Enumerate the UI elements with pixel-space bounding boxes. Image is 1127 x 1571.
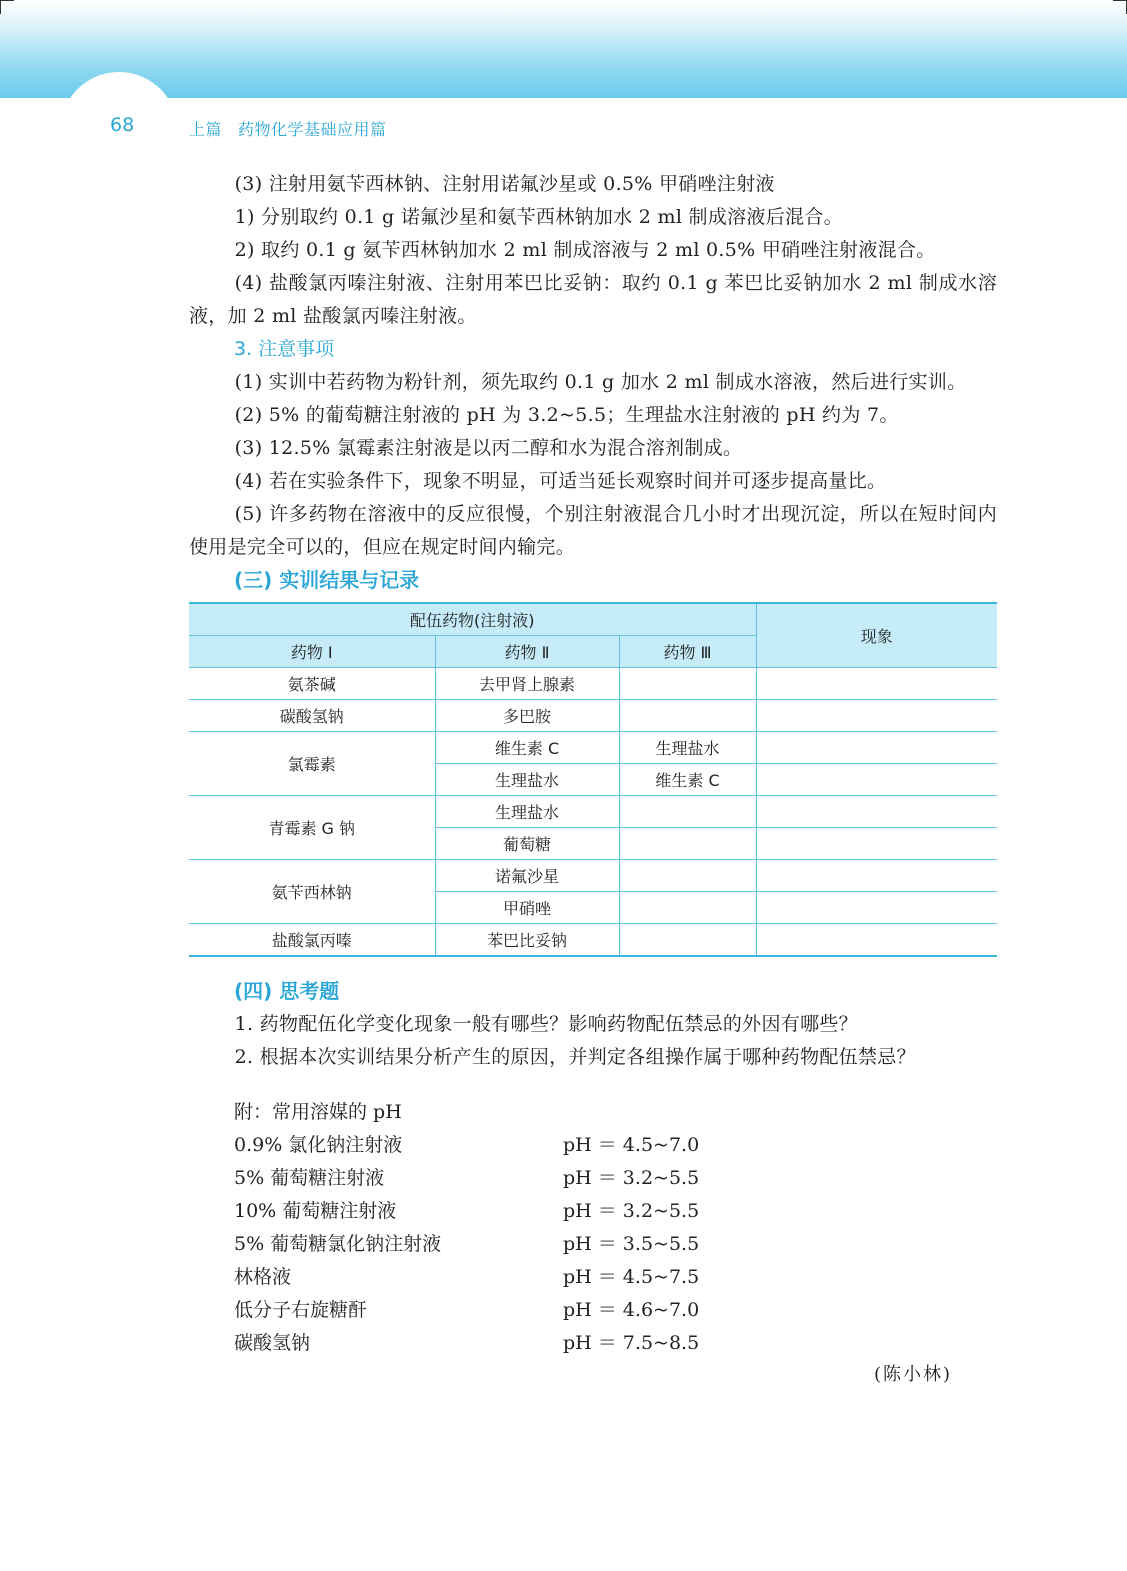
table-row <box>189 796 997 828</box>
list-item <box>189 1162 997 1195</box>
table-cell: 苯巴比妥钠 <box>435 924 619 957</box>
table-cell: 生理盐水 <box>435 764 619 796</box>
table-row <box>189 668 997 700</box>
table-cell: 多巴胺 <box>435 700 619 732</box>
table-cell: 葡萄糖 <box>435 828 619 860</box>
page-body <box>189 168 997 1390</box>
part-label: 上篇 <box>189 120 223 139</box>
table-cell: 氯霉素 <box>189 732 435 796</box>
table-cell: 诺氟沙星 <box>435 860 619 892</box>
table-cell: 维生素 C <box>435 732 619 764</box>
question-item: 1. 药物配伍化学变化现象一般有哪些？影响药物配伍禁忌的外因有哪些？ <box>234 1013 858 1035</box>
solvent-ph: pH ＝ 7.5~8.5 <box>563 1332 700 1354</box>
table-cell: 甲硝唑 <box>435 892 619 924</box>
results-table <box>189 602 997 957</box>
solvent-ph: pH ＝ 3.5~5.5 <box>563 1233 700 1255</box>
paragraph: (3) 注射用氨苄西林钠、注射用诺氟沙星或 0.5% 甲硝唑注射液 <box>234 173 775 195</box>
table-cell <box>756 828 997 860</box>
list-item <box>189 1261 997 1294</box>
table-cell: 维生素 C <box>619 764 756 796</box>
table-group-header: 配伍药物(注射液) <box>189 603 756 636</box>
appendix-ph-list <box>189 1096 997 1360</box>
note-item: (2) 5% 的葡萄糖注射液的 pH 为 3.2~5.5；生理盐水注射液的 pH 约为 7。 <box>234 404 899 426</box>
table-cell <box>619 700 756 732</box>
note-item: (3) 12.5% 氯霉素注射液是以丙二醇和水为混合溶剂制成。 <box>234 437 743 459</box>
table-result-header: 现象 <box>756 603 997 668</box>
solvent-name: 5% 葡萄糖氯化钠注射液 <box>234 1233 442 1255</box>
crop-mark <box>0 0 14 1</box>
author-credit: (陈小林) <box>873 1364 952 1385</box>
table-cell: 碳酸氢钠 <box>189 700 435 732</box>
table-column-header: 药物 Ⅲ <box>619 636 756 668</box>
table-cell <box>619 828 756 860</box>
solvent-name: 碳酸氢钠 <box>234 1332 311 1354</box>
solvent-name: 0.9% 氯化钠注射液 <box>234 1134 403 1156</box>
table-row <box>189 700 997 732</box>
table-cell <box>756 796 997 828</box>
note-item: (1) 实训中若药物为粉针剂，须先取约 0.1 g 加水 2 ml 制成水溶液，然后进行实训。 <box>234 371 967 393</box>
table-cell <box>756 860 997 892</box>
list-item <box>189 1294 997 1327</box>
crop-mark <box>1113 0 1127 1</box>
table-cell <box>756 732 997 764</box>
table-cell: 生理盐水 <box>435 796 619 828</box>
table-row <box>189 732 997 764</box>
note-item: (5) 许多药物在溶液中的反应很慢，个别注射液混合几小时才出现沉淀，所以在短时间内使用是完全可以的，但应在规定时间内输完。 <box>189 503 997 558</box>
table-cell <box>756 668 997 700</box>
chapter-title: 药物化学基础应用篇 <box>238 120 387 139</box>
table-cell <box>756 924 997 957</box>
running-header <box>189 117 387 140</box>
table-cell: 氨茶碱 <box>189 668 435 700</box>
table-cell: 去甲肾上腺素 <box>435 668 619 700</box>
table-cell <box>756 892 997 924</box>
solvent-ph: pH ＝ 4.6~7.0 <box>563 1299 700 1321</box>
list-item <box>189 1327 997 1360</box>
table-cell <box>756 764 997 796</box>
solvent-name: 10% 葡萄糖注射液 <box>234 1200 397 1222</box>
list-item <box>189 1228 997 1261</box>
table-cell <box>756 700 997 732</box>
list-item <box>189 1129 997 1162</box>
solvent-ph: pH ＝ 3.2~5.5 <box>563 1200 700 1222</box>
question-item: 2. 根据本次实训结果分析产生的原因，并判定各组操作属于哪种药物配伍禁忌？ <box>234 1046 916 1068</box>
table-cell <box>619 796 756 828</box>
note-item: (4) 若在实验条件下，现象不明显，可适当延长观察时间并可逐步提高量比。 <box>234 470 887 492</box>
solvent-name: 低分子右旋糖酐 <box>234 1299 368 1321</box>
paragraph: 1) 分别取约 0.1 g 诺氟沙星和氨苄西林钠加水 2 ml 制成溶液后混合。 <box>234 206 843 228</box>
table-row <box>189 924 997 957</box>
questions-heading: (四) 思考题 <box>234 979 340 1003</box>
table-cell: 盐酸氯丙嗪 <box>189 924 435 957</box>
crop-mark <box>0 0 1 14</box>
table-cell <box>619 860 756 892</box>
list-item <box>189 1195 997 1228</box>
solvent-ph: pH ＝ 3.2~5.5 <box>563 1167 700 1189</box>
table-column-header: 药物 Ⅱ <box>435 636 619 668</box>
appendix-title: 附：常用溶媒的 pH <box>234 1101 402 1123</box>
solvent-ph: pH ＝ 4.5~7.5 <box>563 1266 700 1288</box>
paragraph: 2) 取约 0.1 g 氨苄西林钠加水 2 ml 制成溶液与 2 ml 0.5% 甲硝唑注射液混合。 <box>234 239 936 261</box>
table-cell: 青霉素 G 钠 <box>189 796 435 860</box>
table-cell: 氨苄西林钠 <box>189 860 435 924</box>
paragraph: (4) 盐酸氯丙嗪注射液、注射用苯巴比妥钠：取约 0.1 g 苯巴比妥钠加水 2 ml 制成水溶液，加 2 ml 盐酸氯丙嗪注射液。 <box>189 272 997 327</box>
solvent-name: 5% 葡萄糖注射液 <box>234 1167 385 1189</box>
table-header-row <box>189 603 997 636</box>
header-banner <box>0 0 1127 98</box>
table-cell <box>619 924 756 957</box>
results-heading: (三) 实训结果与记录 <box>234 568 420 592</box>
solvent-ph: pH ＝ 4.5~7.0 <box>563 1134 700 1156</box>
table-cell <box>619 892 756 924</box>
table-cell: 生理盐水 <box>619 732 756 764</box>
table-row <box>189 860 997 892</box>
page-number: 68 <box>110 114 135 136</box>
notes-heading: 3. 注意事项 <box>234 338 335 360</box>
table-column-header: 药物 Ⅰ <box>189 636 435 668</box>
table-cell <box>619 668 756 700</box>
solvent-name: 林格液 <box>234 1266 292 1288</box>
